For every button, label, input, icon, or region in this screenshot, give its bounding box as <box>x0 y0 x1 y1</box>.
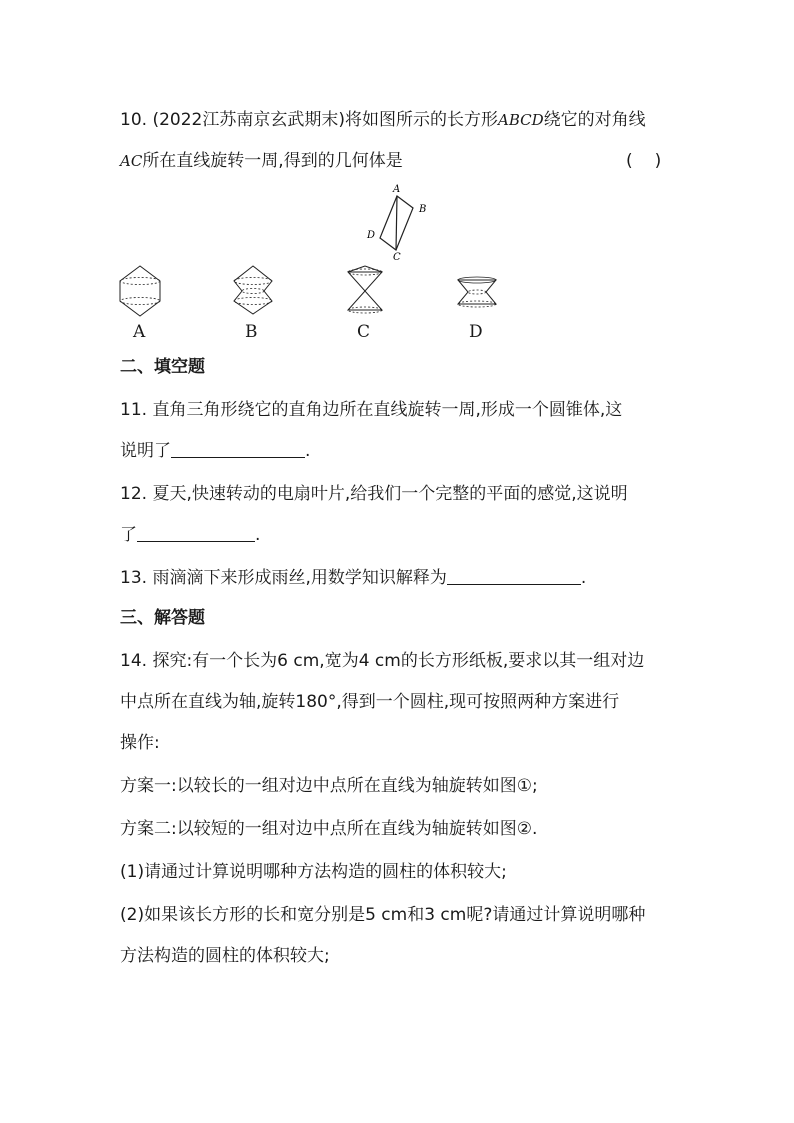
option-a-solid <box>115 264 165 324</box>
section-heading-fill-in: 二、填空题 <box>120 357 205 377</box>
q10-text-pre: 将如图所示的长方形 <box>344 110 498 130</box>
q10-line2 <box>120 149 403 173</box>
q13-line: 13. 雨滴滴下来形成雨丝,用数学知识解释为 . <box>120 568 587 588</box>
vertex-label-b: B <box>419 204 427 215</box>
q14-part-2-line2: 方法构造的圆柱的体积较大; <box>120 946 330 966</box>
option-label-c: C <box>357 322 371 342</box>
option-b-solid <box>228 264 278 324</box>
q11-answer-blank[interactable] <box>171 439 305 458</box>
q14-line1: 14. 探究:有一个长为6 cm,宽为4 cm的长方形纸板,要求以其一组对边 <box>120 651 645 671</box>
vertex-label-d: D <box>367 230 376 241</box>
section-heading-answer: 三、解答题 <box>120 608 205 628</box>
rectangle-abcd-figure <box>360 180 440 262</box>
q14-plan-two: 方案二:以较短的一组对边中点所在直线为轴旋转如图②. <box>120 819 538 839</box>
q10-source: (2022江苏南京玄武期末) <box>152 110 345 130</box>
q10-diagonal: AC <box>120 152 143 170</box>
q10-text-post: 绕它的对角线 <box>543 110 646 130</box>
q11-line2: 说明了 . <box>120 441 311 461</box>
q14-line3: 操作: <box>120 733 160 753</box>
q10-line1 <box>120 108 646 132</box>
q10-text-line2: 所在直线旋转一周,得到的几何体是 <box>142 151 403 171</box>
q14-plan-one: 方案一:以较长的一组对边中点所在直线为轴旋转如图①; <box>120 776 538 796</box>
q12-line2: 了 . <box>120 525 261 545</box>
q14-line2: 中点所在直线为轴,旋转180°,得到一个圆柱,现可按照两种方案进行 <box>120 692 620 712</box>
option-c-solid <box>340 264 390 324</box>
vertex-label-a: A <box>393 184 401 195</box>
q13-answer-blank[interactable] <box>447 566 581 585</box>
option-label-a: A <box>133 322 146 342</box>
q10-number: 10. <box>120 110 148 130</box>
q12-line1: 12. 夏天,快速转动的电扇叶片,给我们一个完整的平面的感觉,这说明 <box>120 484 628 504</box>
diagonal-ac <box>396 196 397 250</box>
q10-rect-name: ABCD <box>497 111 544 129</box>
q11-line1: 11. 直角三角形绕它的直角边所在直线旋转一周,形成一个圆锥体,这 <box>120 400 623 420</box>
q14-part-2-line1: (2)如果该长方形的长和宽分别是5 cm和3 cm呢?请通过计算说明哪种 <box>120 905 646 925</box>
option-d-solid <box>452 276 502 320</box>
option-label-d: D <box>469 322 483 342</box>
answer-parentheses: ( ) <box>626 151 662 171</box>
vertex-label-c: C <box>393 252 401 262</box>
option-label-b: B <box>245 322 258 342</box>
q14-part-1: (1)请通过计算说明哪种方法构造的圆柱的体积较大; <box>120 862 507 882</box>
q12-answer-blank[interactable] <box>137 523 255 542</box>
